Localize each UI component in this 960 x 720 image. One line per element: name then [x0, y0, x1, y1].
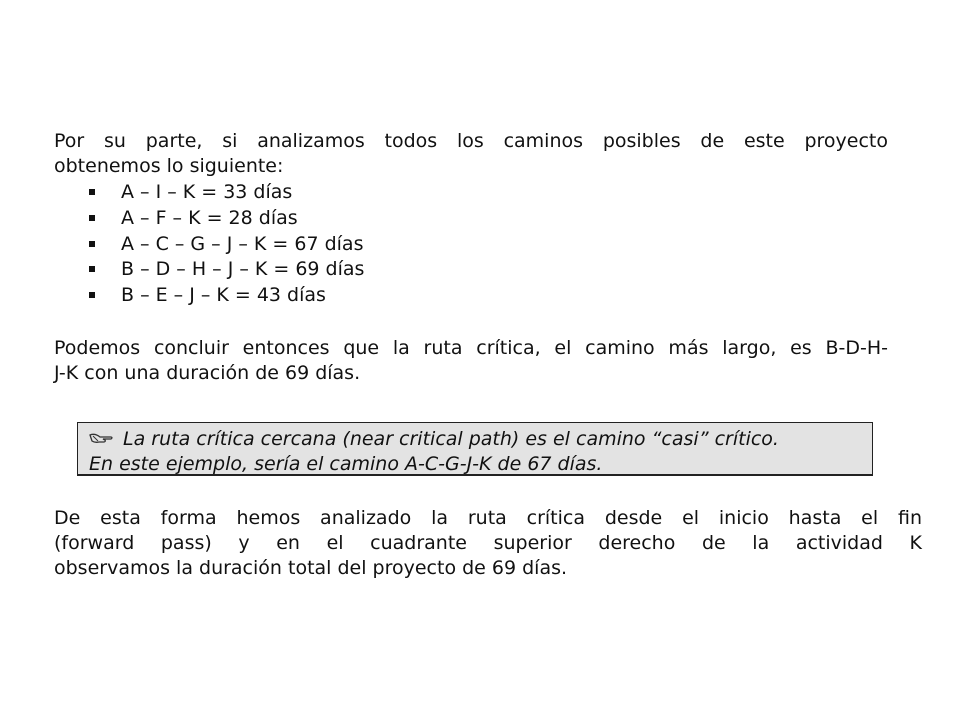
intro-line-1: Por su parte, si analizamos todos los caminos posibles de este proyecto	[54, 130, 888, 152]
path-text: A – F – K = 28 días	[121, 206, 298, 229]
bullet-square-icon	[89, 189, 95, 195]
path-text: A – C – G – J – K = 67 días	[121, 232, 364, 255]
conclusion-paragraph	[54, 336, 888, 386]
final-line-3: observamos la duración total del proyecto de 69 días.	[54, 557, 568, 579]
list-item	[84, 232, 364, 258]
intro-line-2: obtenemos lo siguiente:	[54, 155, 284, 177]
list-item	[84, 206, 364, 232]
note-text	[89, 427, 869, 477]
path-text: B – D – H – J – K = 69 días	[121, 258, 365, 281]
final-line-2: (forward pass) y en el cuadrante superior derecho de la actividad K	[54, 532, 922, 554]
bullet-square-icon	[89, 266, 95, 272]
note-box	[77, 422, 873, 476]
list-item	[84, 283, 364, 309]
conclusion-line-1: Podemos concluir entonces que la ruta crítica, el camino más largo, es B-D-H-	[54, 337, 888, 359]
list-item	[84, 257, 364, 283]
list-item	[84, 180, 364, 206]
hand-pointing-icon	[89, 429, 115, 447]
note-line-1	[89, 427, 869, 452]
note-line-2: En este ejemplo, sería el camino A-C-G-J-K de 67 días.	[89, 453, 603, 475]
bullet-square-icon	[89, 241, 95, 247]
path-text: B – E – J – K = 43 días	[121, 284, 326, 307]
note-line-1-text: La ruta crítica cercana (near critical path) es el camino “casi” crítico.	[123, 428, 779, 450]
final-line-1: De esta forma hemos analizado la ruta crítica desde el inicio hasta el fin	[54, 507, 922, 529]
intro-paragraph	[54, 129, 888, 179]
bullet-square-icon	[89, 215, 95, 221]
final-paragraph	[54, 506, 922, 581]
conclusion-line-2: J-K con una duración de 69 días.	[54, 362, 361, 384]
path-text: A – I – K = 33 días	[121, 181, 293, 203]
paths-list	[84, 180, 364, 309]
bullet-square-icon	[89, 292, 95, 298]
